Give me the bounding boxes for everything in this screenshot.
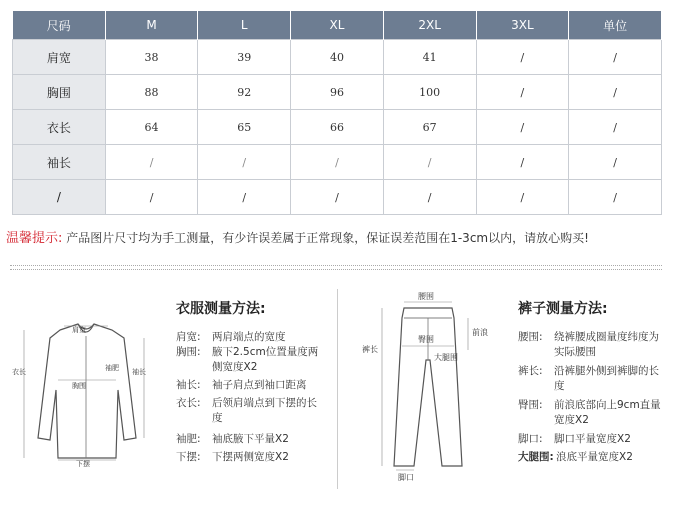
table-cell: / — [383, 180, 476, 215]
table-cell: / — [476, 180, 569, 215]
table-row — [13, 110, 662, 145]
table-cell: / — [291, 145, 384, 180]
table-cell: 66 — [291, 110, 384, 145]
label-waist: 腰围 — [418, 292, 434, 301]
row-label: / — [13, 180, 106, 215]
table-row — [13, 75, 662, 110]
row-label: 衣长 — [13, 110, 106, 145]
table-cell: / — [105, 180, 198, 215]
table-cell: / — [476, 145, 569, 180]
table-cell: / — [476, 40, 569, 75]
row-label: 胸围 — [13, 75, 106, 110]
list-item: 腰围: 绕裤腰成圈量度纬度为实际腰围 — [518, 331, 659, 358]
table-cell: 38 — [105, 40, 198, 75]
table-cell: / — [105, 145, 198, 180]
table-cell: / — [476, 110, 569, 145]
table-cell: / — [569, 75, 662, 110]
notice-text: 产品图片尺寸均为手工测量，有少许误差属于正常现象，保证误差范围在1-3cm以内，请放心购买! — [66, 231, 589, 245]
list-item: 大腿围: 浪底平量宽度X2 — [518, 451, 633, 463]
table-cell: / — [569, 40, 662, 75]
table-cell: 39 — [198, 40, 291, 75]
list-item: 肩宽: 两肩端点的宽度 — [176, 331, 286, 343]
clothes-method-title: 衣服测量方法: — [176, 301, 266, 317]
list-item: 脚口: 脚口平量宽度X2 — [518, 433, 631, 445]
pants-method-list — [518, 330, 668, 465]
label-hem: 下摆 — [76, 460, 90, 468]
list-item: 袖肥: 袖底腋下平量X2 — [176, 433, 289, 445]
list-item: 胸围: 腋下2.5cm位置量度两侧宽度X2 — [176, 346, 319, 373]
clothes-method-list — [176, 330, 326, 465]
table-cell: / — [569, 145, 662, 180]
table-cell: / — [476, 75, 569, 110]
table-cell: / — [291, 180, 384, 215]
divider — [10, 265, 662, 266]
table-row — [13, 180, 662, 215]
label-chest: 胸围 — [72, 382, 86, 390]
list-item: 衣长: 后领肩端点到下摆的长度 — [176, 397, 317, 424]
row-label: 肩宽 — [13, 40, 106, 75]
label-pants-length: 裤长 — [362, 345, 378, 354]
table-cell: / — [198, 145, 291, 180]
table-cell: 67 — [383, 110, 476, 145]
table-cell: 92 — [198, 75, 291, 110]
label-length: 衣长 — [12, 368, 26, 376]
table-cell: 100 — [383, 75, 476, 110]
list-item: 裤长: 沿裤腿外侧到裤脚的长度 — [518, 365, 659, 392]
notice — [6, 227, 696, 246]
table-cell: / — [569, 110, 662, 145]
pants-diagram — [362, 290, 502, 482]
header-xl: XL — [291, 11, 384, 40]
label-thigh: 大腿围 — [434, 353, 458, 362]
table-cell: 41 — [383, 40, 476, 75]
table-cell: 65 — [198, 110, 291, 145]
header-l: L — [198, 11, 291, 40]
notice-label: 温馨提示: — [6, 231, 63, 246]
label-front-rise: 前浪 — [472, 328, 488, 337]
section-divider — [337, 289, 338, 489]
label-hip: 臀围 — [418, 335, 434, 344]
table-cell: 96 — [291, 75, 384, 110]
table-row — [13, 40, 662, 75]
list-item: 臀围: 前浪底部向上9cm直量宽度X2 — [518, 399, 661, 426]
row-label: 袖长 — [13, 145, 106, 180]
header-size: 尺码 — [13, 11, 106, 40]
table-cell: / — [383, 145, 476, 180]
list-item: 袖长: 袖子肩点到袖口距离 — [176, 379, 307, 391]
header-3xl: 3XL — [476, 11, 569, 40]
table-cell: / — [569, 180, 662, 215]
header-2xl: 2XL — [383, 11, 476, 40]
size-table — [12, 11, 662, 215]
table-row — [13, 145, 662, 180]
label-leg-opening: 脚口 — [398, 473, 414, 482]
table-cell: / — [198, 180, 291, 215]
label-sleeve: 袖长 — [132, 368, 146, 376]
label-shoulder: 肩宽 — [72, 326, 86, 334]
table-cell: 64 — [105, 110, 198, 145]
divider — [10, 269, 662, 270]
pants-method-title: 裤子测量方法: — [518, 301, 608, 317]
header-m: M — [105, 11, 198, 40]
list-item: 下摆: 下摆两侧宽度X2 — [176, 451, 289, 463]
shirt-diagram — [10, 318, 160, 468]
table-cell: 88 — [105, 75, 198, 110]
label-sleeve-width: 袖肥 — [105, 364, 119, 372]
size-table-header — [13, 11, 662, 40]
table-cell: 40 — [291, 40, 384, 75]
header-unit: 单位 — [569, 11, 662, 40]
